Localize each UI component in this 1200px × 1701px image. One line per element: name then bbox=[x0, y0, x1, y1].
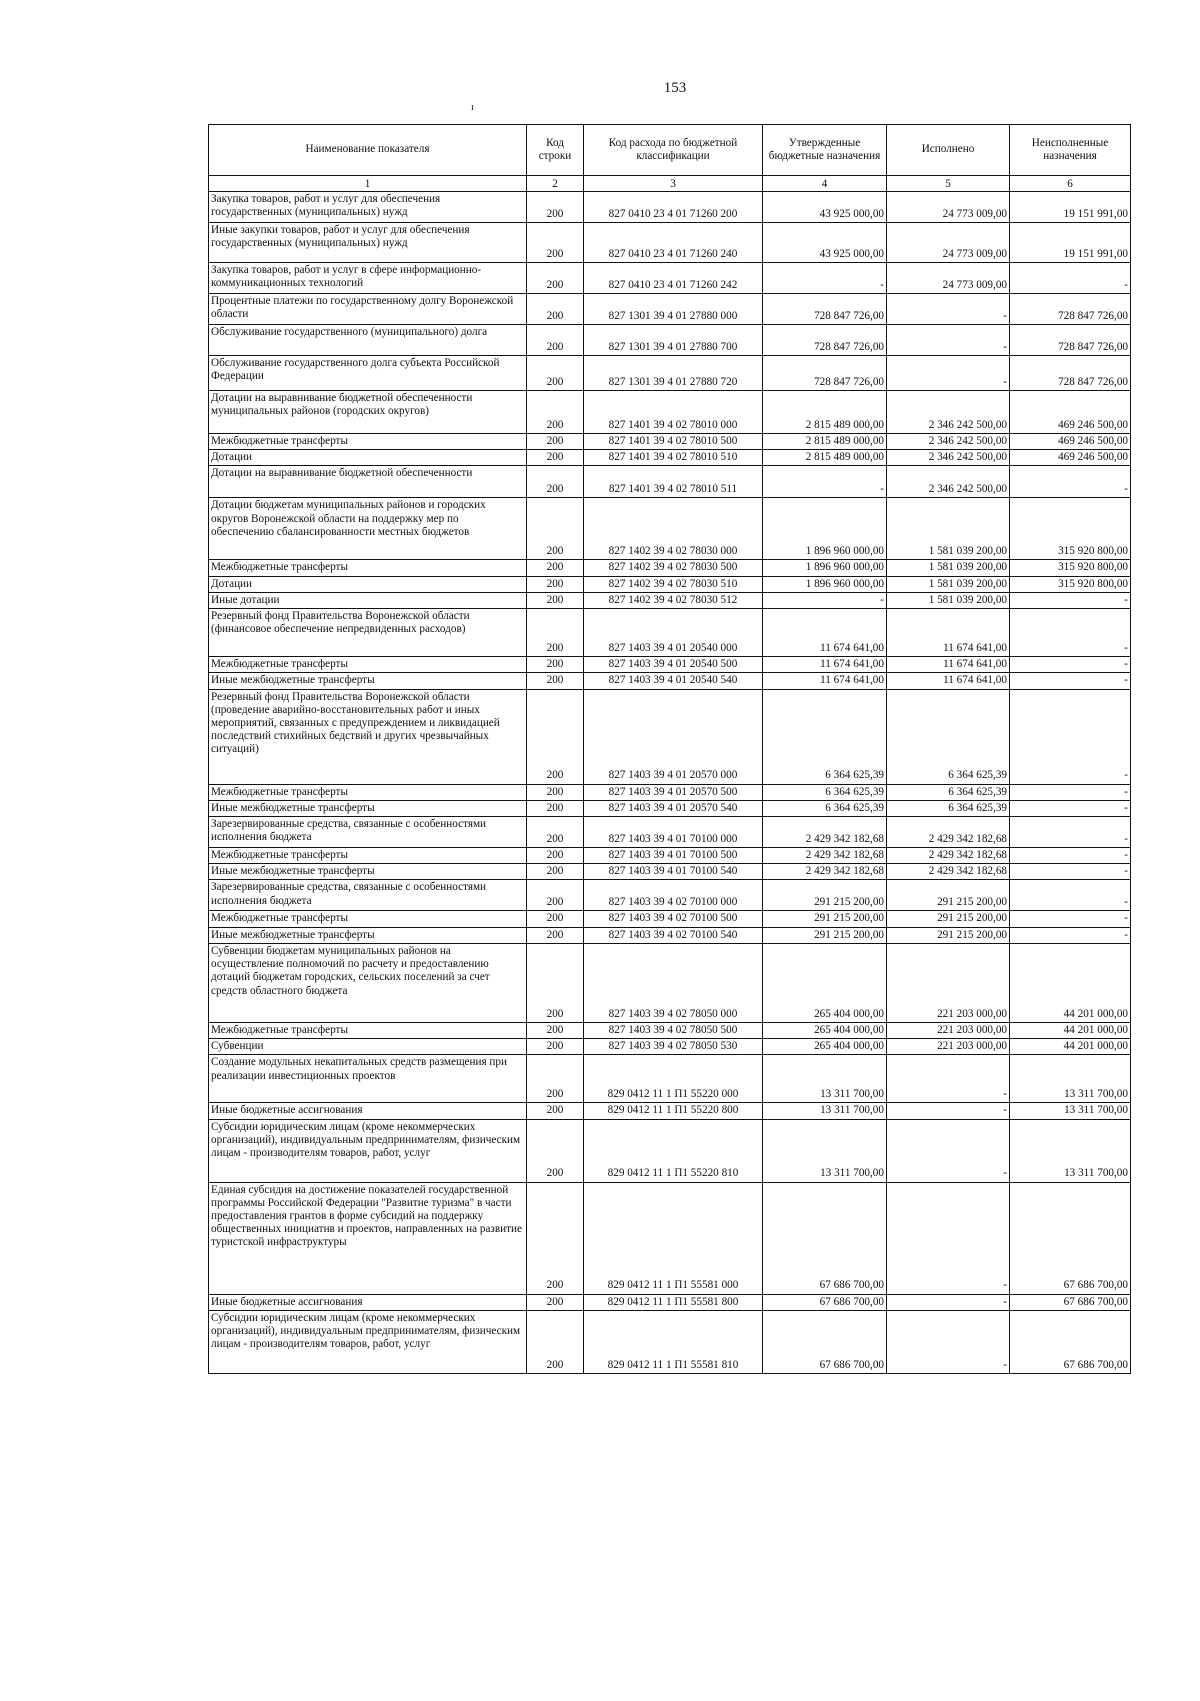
row-approved: 6 364 625,39 bbox=[763, 800, 887, 816]
row-unexecuted: 315 920 800,00 bbox=[1010, 498, 1131, 560]
row-budget-code: 827 1403 39 4 01 20570 500 bbox=[584, 784, 763, 800]
row-approved: 6 364 625,39 bbox=[763, 689, 887, 784]
table-row bbox=[209, 1055, 1131, 1103]
row-line-code: 200 bbox=[527, 673, 584, 689]
row-budget-code: 827 1301 39 4 01 27880 700 bbox=[584, 325, 763, 356]
row-unexecuted: - bbox=[1010, 816, 1131, 847]
row-approved: 43 925 000,00 bbox=[763, 192, 887, 223]
row-executed: 2 346 242 500,00 bbox=[887, 466, 1010, 498]
row-budget-code: 827 1403 39 4 02 78050 500 bbox=[584, 1022, 763, 1038]
row-executed: 221 203 000,00 bbox=[887, 1022, 1010, 1038]
row-approved: - bbox=[763, 592, 887, 608]
row-name: Закупка товаров, работ и услуг для обеспечения государственных (муниципальных) нужд bbox=[209, 192, 527, 223]
row-executed: 2 429 342 182,68 bbox=[887, 816, 1010, 847]
row-line-code: 200 bbox=[527, 927, 584, 943]
row-approved: 1 896 960 000,00 bbox=[763, 498, 887, 560]
budget-execution-table bbox=[208, 124, 1131, 1374]
row-approved: 2 429 342 182,68 bbox=[763, 847, 887, 863]
row-budget-code: 827 0410 23 4 01 71260 240 bbox=[584, 223, 763, 263]
row-budget-code: 827 1301 39 4 01 27880 000 bbox=[584, 294, 763, 325]
row-name: Обслуживание государственного (муниципального) долга bbox=[209, 325, 527, 356]
row-unexecuted: 67 686 700,00 bbox=[1010, 1182, 1131, 1294]
row-executed: 2 346 242 500,00 bbox=[887, 391, 1010, 434]
row-unexecuted: - bbox=[1010, 784, 1131, 800]
row-approved: 265 404 000,00 bbox=[763, 1039, 887, 1055]
row-approved: 291 215 200,00 bbox=[763, 927, 887, 943]
row-name: Межбюджетные трансферты bbox=[209, 1022, 527, 1038]
row-executed: 24 773 009,00 bbox=[887, 223, 1010, 263]
row-executed: 1 581 039 200,00 bbox=[887, 576, 1010, 592]
row-budget-code: 827 1403 39 4 01 70100 540 bbox=[584, 864, 763, 880]
row-approved: 728 847 726,00 bbox=[763, 356, 887, 391]
row-line-code: 200 bbox=[527, 1055, 584, 1103]
table-row bbox=[209, 498, 1131, 560]
row-line-code: 200 bbox=[527, 356, 584, 391]
row-approved: 2 429 342 182,68 bbox=[763, 864, 887, 880]
row-unexecuted: 44 201 000,00 bbox=[1010, 1022, 1131, 1038]
row-unexecuted: 19 151 991,00 bbox=[1010, 223, 1131, 263]
row-name: Субвенции бюджетам муниципальных районов на осуществление полномочий по расчету и предоставлению дотаций бюджетам городских, сельских поселений за счет средств областного бюджета bbox=[209, 943, 527, 1022]
row-name: Дотации на выравнивание бюджетной обеспеченности bbox=[209, 466, 527, 498]
row-budget-code: 827 1403 39 4 01 20540 540 bbox=[584, 673, 763, 689]
row-name: Зарезервированные средства, связанные с особенностями исполнения бюджета bbox=[209, 816, 527, 847]
row-unexecuted: 67 686 700,00 bbox=[1010, 1310, 1131, 1373]
row-name: Иные межбюджетные трансферты bbox=[209, 927, 527, 943]
column-number: 3 bbox=[584, 176, 763, 192]
row-executed: 6 364 625,39 bbox=[887, 800, 1010, 816]
row-unexecuted: - bbox=[1010, 657, 1131, 673]
row-name: Субсидии юридическим лицам (кроме некоммерческих организаций), индивидуальным предпринимателям, физическим лицам - производителям товаров, работ, услуг bbox=[209, 1119, 527, 1182]
row-approved: 265 404 000,00 bbox=[763, 1022, 887, 1038]
row-line-code: 200 bbox=[527, 560, 584, 576]
row-unexecuted: - bbox=[1010, 263, 1131, 294]
column-number: 5 bbox=[887, 176, 1010, 192]
row-executed: 1 581 039 200,00 bbox=[887, 560, 1010, 576]
row-name: Субвенции bbox=[209, 1039, 527, 1055]
table-row bbox=[209, 847, 1131, 863]
row-budget-code: 827 1401 39 4 02 78010 000 bbox=[584, 391, 763, 434]
row-name: Иные межбюджетные трансферты bbox=[209, 800, 527, 816]
row-approved: 6 364 625,39 bbox=[763, 784, 887, 800]
row-approved: 2 815 489 000,00 bbox=[763, 450, 887, 466]
column-number: 4 bbox=[763, 176, 887, 192]
row-approved: 11 674 641,00 bbox=[763, 609, 887, 657]
row-unexecuted: 67 686 700,00 bbox=[1010, 1294, 1131, 1310]
row-unexecuted: - bbox=[1010, 466, 1131, 498]
row-executed: 11 674 641,00 bbox=[887, 657, 1010, 673]
row-unexecuted: 728 847 726,00 bbox=[1010, 325, 1131, 356]
row-budget-code: 829 0412 11 1 П1 55581 810 bbox=[584, 1310, 763, 1373]
row-line-code: 200 bbox=[527, 1182, 584, 1294]
row-name: Субсидии юридическим лицам (кроме некоммерческих организаций), индивидуальным предпринимателям, физическим лицам - производителям товаров, работ, услуг bbox=[209, 1310, 527, 1373]
table-body bbox=[209, 192, 1131, 1374]
row-line-code: 200 bbox=[527, 1294, 584, 1310]
row-unexecuted: 13 311 700,00 bbox=[1010, 1119, 1131, 1182]
table-row bbox=[209, 1182, 1131, 1294]
row-unexecuted: 44 201 000,00 bbox=[1010, 1039, 1131, 1055]
row-line-code: 200 bbox=[527, 847, 584, 863]
table-row bbox=[209, 434, 1131, 450]
row-name: Процентные платежи по государственному долгу Воронежской области bbox=[209, 294, 527, 325]
row-budget-code: 827 1401 39 4 02 78010 510 bbox=[584, 450, 763, 466]
row-executed: - bbox=[887, 1103, 1010, 1119]
row-budget-code: 827 1403 39 4 01 20570 000 bbox=[584, 689, 763, 784]
row-unexecuted: - bbox=[1010, 911, 1131, 927]
row-unexecuted: 469 246 500,00 bbox=[1010, 434, 1131, 450]
row-unexecuted: - bbox=[1010, 592, 1131, 608]
row-name: Межбюджетные трансферты bbox=[209, 911, 527, 927]
table-row bbox=[209, 325, 1131, 356]
table-row bbox=[209, 1039, 1131, 1055]
row-executed: 1 581 039 200,00 bbox=[887, 498, 1010, 560]
row-name: Иные дотации bbox=[209, 592, 527, 608]
row-budget-code: 829 0412 11 1 П1 55220 000 bbox=[584, 1055, 763, 1103]
row-approved: 2 815 489 000,00 bbox=[763, 391, 887, 434]
row-unexecuted: 728 847 726,00 bbox=[1010, 356, 1131, 391]
column-number: 1 bbox=[209, 176, 527, 192]
row-name: Межбюджетные трансферты bbox=[209, 847, 527, 863]
row-line-code: 200 bbox=[527, 592, 584, 608]
table-row bbox=[209, 689, 1131, 784]
row-budget-code: 827 1403 39 4 01 20540 500 bbox=[584, 657, 763, 673]
row-line-code: 200 bbox=[527, 325, 584, 356]
row-approved: 1 896 960 000,00 bbox=[763, 576, 887, 592]
row-name: Дотации на выравнивание бюджетной обеспеченности муниципальных районов (городских округов) bbox=[209, 391, 527, 434]
table-row bbox=[209, 356, 1131, 391]
row-approved: 291 215 200,00 bbox=[763, 911, 887, 927]
row-unexecuted: 44 201 000,00 bbox=[1010, 943, 1131, 1022]
row-budget-code: 829 0412 11 1 П1 55581 000 bbox=[584, 1182, 763, 1294]
table-row bbox=[209, 391, 1131, 434]
table-row bbox=[209, 294, 1131, 325]
row-executed: 6 364 625,39 bbox=[887, 689, 1010, 784]
table-row bbox=[209, 263, 1131, 294]
row-executed: 2 346 242 500,00 bbox=[887, 450, 1010, 466]
row-approved: 67 686 700,00 bbox=[763, 1294, 887, 1310]
row-approved: 13 311 700,00 bbox=[763, 1055, 887, 1103]
table-row bbox=[209, 576, 1131, 592]
row-approved: 265 404 000,00 bbox=[763, 943, 887, 1022]
row-name: Иные бюджетные ассигнования bbox=[209, 1103, 527, 1119]
row-line-code: 200 bbox=[527, 800, 584, 816]
row-name: Дотации бюджетам муниципальных районов и городских округов Воронежской области на поддержку мер по обеспечению сбалансированности местных бюджетов bbox=[209, 498, 527, 560]
row-approved: 2 815 489 000,00 bbox=[763, 434, 887, 450]
row-executed: 221 203 000,00 bbox=[887, 943, 1010, 1022]
row-line-code: 200 bbox=[527, 864, 584, 880]
row-name: Межбюджетные трансферты bbox=[209, 434, 527, 450]
row-executed: - bbox=[887, 1119, 1010, 1182]
row-name: Зарезервированные средства, связанные с особенностями исполнения бюджета bbox=[209, 880, 527, 911]
scan-mark: ı bbox=[471, 102, 474, 113]
table-row bbox=[209, 1103, 1131, 1119]
row-name: Единая субсидия на достижение показателей государственной программы Российской Федерации "Развитие туризма" в части предоставления грантов в форме субсидий на поддержку общественных инициатив и проектов, направленных на развитие туристской инфраструктуры bbox=[209, 1182, 527, 1294]
row-budget-code: 827 1401 39 4 02 78010 500 bbox=[584, 434, 763, 450]
table-row bbox=[209, 466, 1131, 498]
row-line-code: 200 bbox=[527, 689, 584, 784]
header-executed: Исполнено bbox=[887, 125, 1010, 176]
row-line-code: 200 bbox=[527, 1103, 584, 1119]
row-unexecuted: - bbox=[1010, 864, 1131, 880]
row-budget-code: 827 0410 23 4 01 71260 242 bbox=[584, 263, 763, 294]
row-approved: 291 215 200,00 bbox=[763, 880, 887, 911]
table-row bbox=[209, 592, 1131, 608]
row-budget-code: 827 1403 39 4 02 78050 000 bbox=[584, 943, 763, 1022]
row-budget-code: 827 0410 23 4 01 71260 200 bbox=[584, 192, 763, 223]
row-executed: 2 429 342 182,68 bbox=[887, 864, 1010, 880]
row-line-code: 200 bbox=[527, 498, 584, 560]
row-budget-code: 827 1402 39 4 02 78030 512 bbox=[584, 592, 763, 608]
table-row bbox=[209, 880, 1131, 911]
row-name: Иные межбюджетные трансферты bbox=[209, 864, 527, 880]
table-row bbox=[209, 223, 1131, 263]
table-row bbox=[209, 657, 1131, 673]
row-approved: 67 686 700,00 bbox=[763, 1310, 887, 1373]
row-budget-code: 827 1403 39 4 02 70100 500 bbox=[584, 911, 763, 927]
row-executed: - bbox=[887, 1294, 1010, 1310]
page-number: 153 bbox=[663, 80, 687, 96]
row-executed: 2 346 242 500,00 bbox=[887, 434, 1010, 450]
row-approved: 43 925 000,00 bbox=[763, 223, 887, 263]
row-budget-code: 827 1403 39 4 02 78050 530 bbox=[584, 1039, 763, 1055]
row-budget-code: 827 1403 39 4 01 20540 000 bbox=[584, 609, 763, 657]
row-executed: 11 674 641,00 bbox=[887, 609, 1010, 657]
row-executed: 221 203 000,00 bbox=[887, 1039, 1010, 1055]
table-header-row bbox=[209, 125, 1131, 176]
row-executed: 1 581 039 200,00 bbox=[887, 592, 1010, 608]
row-name: Закупка товаров, работ и услуг в сфере информационно-коммуникационных технологий bbox=[209, 263, 527, 294]
table-row bbox=[209, 1119, 1131, 1182]
row-approved: 13 311 700,00 bbox=[763, 1119, 887, 1182]
row-unexecuted: 13 311 700,00 bbox=[1010, 1103, 1131, 1119]
header-budget-code: Код расхода по бюджетной классификации bbox=[584, 125, 763, 176]
row-line-code: 200 bbox=[527, 1310, 584, 1373]
row-executed: 6 364 625,39 bbox=[887, 784, 1010, 800]
row-name: Межбюджетные трансферты bbox=[209, 560, 527, 576]
row-budget-code: 827 1301 39 4 01 27880 720 bbox=[584, 356, 763, 391]
column-number: 2 bbox=[527, 176, 584, 192]
row-executed: 291 215 200,00 bbox=[887, 911, 1010, 927]
row-approved: 13 311 700,00 bbox=[763, 1103, 887, 1119]
row-budget-code: 827 1403 39 4 01 70100 000 bbox=[584, 816, 763, 847]
header-approved: Утвержденные бюджетные назначения bbox=[763, 125, 887, 176]
row-name: Дотации bbox=[209, 450, 527, 466]
row-unexecuted: 728 847 726,00 bbox=[1010, 294, 1131, 325]
table-row bbox=[209, 864, 1131, 880]
row-line-code: 200 bbox=[527, 466, 584, 498]
row-budget-code: 829 0412 11 1 П1 55581 800 bbox=[584, 1294, 763, 1310]
table-row bbox=[209, 609, 1131, 657]
row-line-code: 200 bbox=[527, 1022, 584, 1038]
row-unexecuted: 315 920 800,00 bbox=[1010, 560, 1131, 576]
row-line-code: 200 bbox=[527, 911, 584, 927]
row-budget-code: 827 1402 39 4 02 78030 000 bbox=[584, 498, 763, 560]
row-line-code: 200 bbox=[527, 784, 584, 800]
column-number-row bbox=[209, 176, 1131, 192]
row-unexecuted: - bbox=[1010, 609, 1131, 657]
row-unexecuted: 13 311 700,00 bbox=[1010, 1055, 1131, 1103]
table-row bbox=[209, 927, 1131, 943]
row-executed: 24 773 009,00 bbox=[887, 192, 1010, 223]
row-executed: - bbox=[887, 1310, 1010, 1373]
row-line-code: 200 bbox=[527, 1119, 584, 1182]
row-unexecuted: - bbox=[1010, 847, 1131, 863]
row-unexecuted: - bbox=[1010, 689, 1131, 784]
row-unexecuted: 469 246 500,00 bbox=[1010, 391, 1131, 434]
row-executed: 2 429 342 182,68 bbox=[887, 847, 1010, 863]
row-name: Иные закупки товаров, работ и услуг для обеспечения государственных (муниципальных) нужд bbox=[209, 223, 527, 263]
table-row bbox=[209, 673, 1131, 689]
row-budget-code: 827 1403 39 4 01 20570 540 bbox=[584, 800, 763, 816]
row-executed: 291 215 200,00 bbox=[887, 880, 1010, 911]
row-line-code: 200 bbox=[527, 1039, 584, 1055]
row-budget-code: 827 1402 39 4 02 78030 510 bbox=[584, 576, 763, 592]
row-approved: 67 686 700,00 bbox=[763, 1182, 887, 1294]
row-executed: - bbox=[887, 325, 1010, 356]
row-budget-code: 827 1401 39 4 02 78010 511 bbox=[584, 466, 763, 498]
row-unexecuted: 19 151 991,00 bbox=[1010, 192, 1131, 223]
row-executed: 291 215 200,00 bbox=[887, 927, 1010, 943]
table-row bbox=[209, 450, 1131, 466]
row-name: Межбюджетные трансферты bbox=[209, 784, 527, 800]
row-line-code: 200 bbox=[527, 576, 584, 592]
table-row bbox=[209, 1022, 1131, 1038]
header-line-code: Код строки bbox=[527, 125, 584, 176]
row-approved: 11 674 641,00 bbox=[763, 673, 887, 689]
row-approved: 2 429 342 182,68 bbox=[763, 816, 887, 847]
column-number: 6 bbox=[1010, 176, 1131, 192]
row-line-code: 200 bbox=[527, 434, 584, 450]
table-row bbox=[209, 911, 1131, 927]
row-executed: - bbox=[887, 1182, 1010, 1294]
row-executed: - bbox=[887, 1055, 1010, 1103]
row-executed: 11 674 641,00 bbox=[887, 673, 1010, 689]
row-line-code: 200 bbox=[527, 609, 584, 657]
row-line-code: 200 bbox=[527, 450, 584, 466]
row-budget-code: 827 1403 39 4 01 70100 500 bbox=[584, 847, 763, 863]
row-executed: - bbox=[887, 356, 1010, 391]
row-line-code: 200 bbox=[527, 391, 584, 434]
table-row bbox=[209, 800, 1131, 816]
row-unexecuted: - bbox=[1010, 800, 1131, 816]
row-executed: 24 773 009,00 bbox=[887, 263, 1010, 294]
row-budget-code: 829 0412 11 1 П1 55220 810 bbox=[584, 1119, 763, 1182]
row-name: Создание модульных некапитальных средств размещения при реализации инвестиционных проектов bbox=[209, 1055, 527, 1103]
table-row bbox=[209, 1310, 1131, 1373]
table-row bbox=[209, 192, 1131, 223]
row-approved: - bbox=[763, 263, 887, 294]
row-line-code: 200 bbox=[527, 294, 584, 325]
row-line-code: 200 bbox=[527, 263, 584, 294]
table-row bbox=[209, 560, 1131, 576]
table-row bbox=[209, 784, 1131, 800]
row-approved: 728 847 726,00 bbox=[763, 325, 887, 356]
row-line-code: 200 bbox=[527, 657, 584, 673]
header-unexecuted: Неисполненные назначения bbox=[1010, 125, 1131, 176]
row-budget-code: 827 1402 39 4 02 78030 500 bbox=[584, 560, 763, 576]
row-budget-code: 827 1403 39 4 02 70100 540 bbox=[584, 927, 763, 943]
row-approved: - bbox=[763, 466, 887, 498]
row-line-code: 200 bbox=[527, 880, 584, 911]
row-name: Иные межбюджетные трансферты bbox=[209, 673, 527, 689]
row-approved: 11 674 641,00 bbox=[763, 657, 887, 673]
row-name: Резервный фонд Правительства Воронежской области (проведение аварийно-восстановительных работ и иных мероприятий, связанных с предупреждением и ликвидацией последствий стихийных бедствий и других чрезвычайных ситуаций) bbox=[209, 689, 527, 784]
row-unexecuted: 315 920 800,00 bbox=[1010, 576, 1131, 592]
row-unexecuted: 469 246 500,00 bbox=[1010, 450, 1131, 466]
row-line-code: 200 bbox=[527, 192, 584, 223]
row-name: Резервный фонд Правительства Воронежской области (финансовое обеспечение непредвиденных расходов) bbox=[209, 609, 527, 657]
table-row bbox=[209, 1294, 1131, 1310]
row-name: Межбюджетные трансферты bbox=[209, 657, 527, 673]
row-line-code: 200 bbox=[527, 223, 584, 263]
row-line-code: 200 bbox=[527, 943, 584, 1022]
row-approved: 728 847 726,00 bbox=[763, 294, 887, 325]
row-budget-code: 827 1403 39 4 02 70100 000 bbox=[584, 880, 763, 911]
row-unexecuted: - bbox=[1010, 673, 1131, 689]
row-approved: 1 896 960 000,00 bbox=[763, 560, 887, 576]
header-name: Наименование показателя bbox=[209, 125, 527, 176]
table-row bbox=[209, 943, 1131, 1022]
row-budget-code: 829 0412 11 1 П1 55220 800 bbox=[584, 1103, 763, 1119]
row-name: Иные бюджетные ассигнования bbox=[209, 1294, 527, 1310]
row-executed: - bbox=[887, 294, 1010, 325]
row-unexecuted: - bbox=[1010, 880, 1131, 911]
row-name: Обслуживание государственного долга субъекта Российской Федерации bbox=[209, 356, 527, 391]
row-unexecuted: - bbox=[1010, 927, 1131, 943]
table-row bbox=[209, 816, 1131, 847]
row-name: Дотации bbox=[209, 576, 527, 592]
row-line-code: 200 bbox=[527, 816, 584, 847]
